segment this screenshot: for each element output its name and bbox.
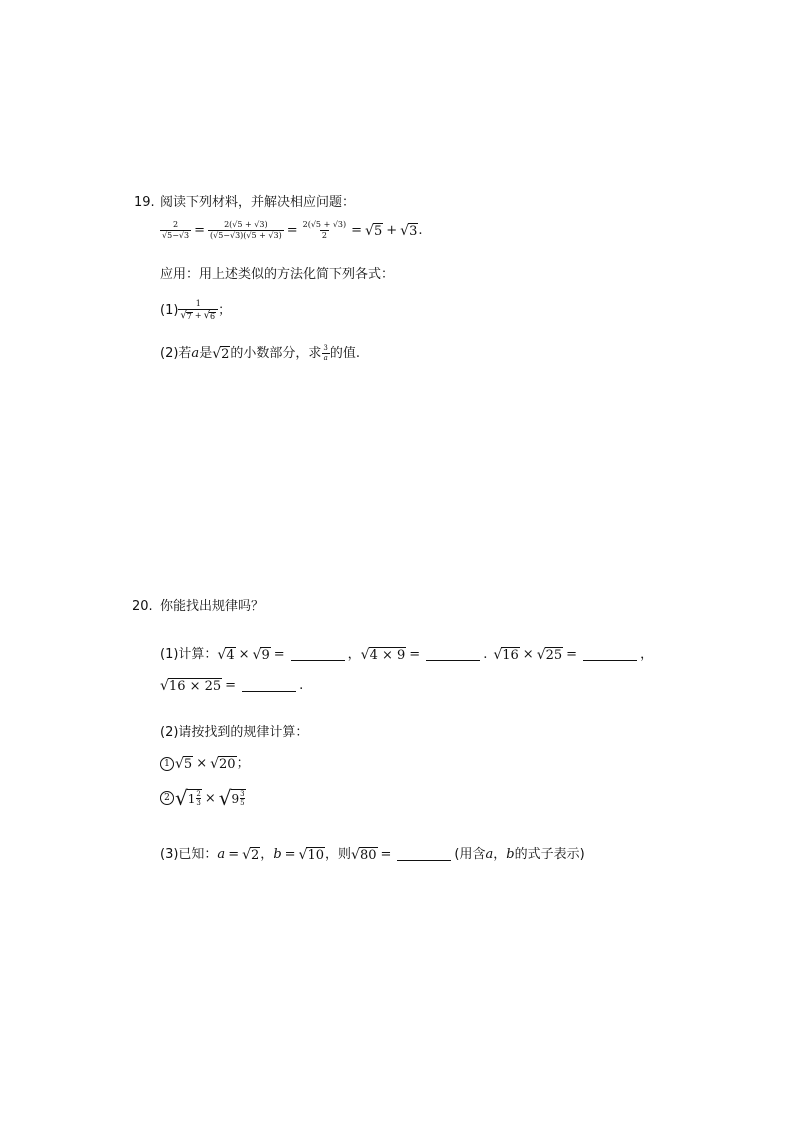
part2-fraction: $\frac{3}{a}$ [323, 344, 328, 362]
q20-part1-line1: (1)计算： √ 4 × √ 9 = ， √ 4 × 9 = . √ 16 × √ 25 = ， [160, 647, 654, 663]
q20-part2-label: (2)请按找到的规律计算： [160, 725, 309, 740]
answer-blank-5[interactable] [397, 848, 451, 861]
example-fraction-2: $\frac{2(√5 + √3)}{(√5-√3)(√5 + √3)}$ [209, 220, 282, 240]
q19-number: 19. [134, 195, 155, 210]
sqrt-2: √ 2 [212, 346, 230, 362]
q19-application: 应用：用上述类似的方法化简下列各式： [160, 267, 395, 282]
q20-part1-line2: √ 16 × 25 = . [160, 678, 304, 694]
q20-number: 20. [132, 599, 153, 614]
circle-marker-2: 2 [160, 791, 174, 805]
q19-part1: (1) 1 √ 7 + √ 6 ； [160, 299, 232, 321]
sqrt-5: √ 5 [365, 223, 383, 239]
q20-part3: (3)已知： a = √ 2 ， b = √ 10 ，则 √ 80 = (用含 a ， b 的式子表示) [160, 847, 585, 863]
answer-blank-4[interactable] [242, 679, 296, 692]
q19-example-equation: $\frac{2}{√5-√3}$ = $\frac{2(√5 + √3)}{(√5-√3)(√5 + √3)}$ = $\frac{2(√5 + √3)}{2}$ = √ 5 + √ 3 . [162, 220, 423, 240]
answer-blank-1[interactable] [291, 648, 345, 661]
answer-blank-2[interactable] [426, 648, 480, 661]
q20-title: 你能找出规律吗？ [160, 599, 265, 614]
q19-intro: 阅读下列材料，并解决相应问题： [160, 195, 356, 210]
example-fraction-1: $\frac{2}{√5-√3}$ [162, 220, 190, 240]
q20-part2-item2: 2 √ 1 2 3 × √ 9 3 5 [160, 788, 246, 808]
circle-marker-1: 1 [160, 757, 174, 771]
part1-fraction: 1 √ 7 + √ 6 [178, 300, 218, 321]
answer-blank-3[interactable] [583, 648, 637, 661]
example-fraction-3: $\frac{2(√5 + √3)}{2}$ [302, 220, 347, 240]
q19-part2: (2)若 a 是 √ 2 的小数部分，求 $\frac{3}{a}$ 的值. [160, 344, 361, 362]
q20-part2-item1: 1 √ 5 × √ 20 ； [160, 756, 250, 771]
sqrt-3: √ 3 [400, 223, 418, 239]
